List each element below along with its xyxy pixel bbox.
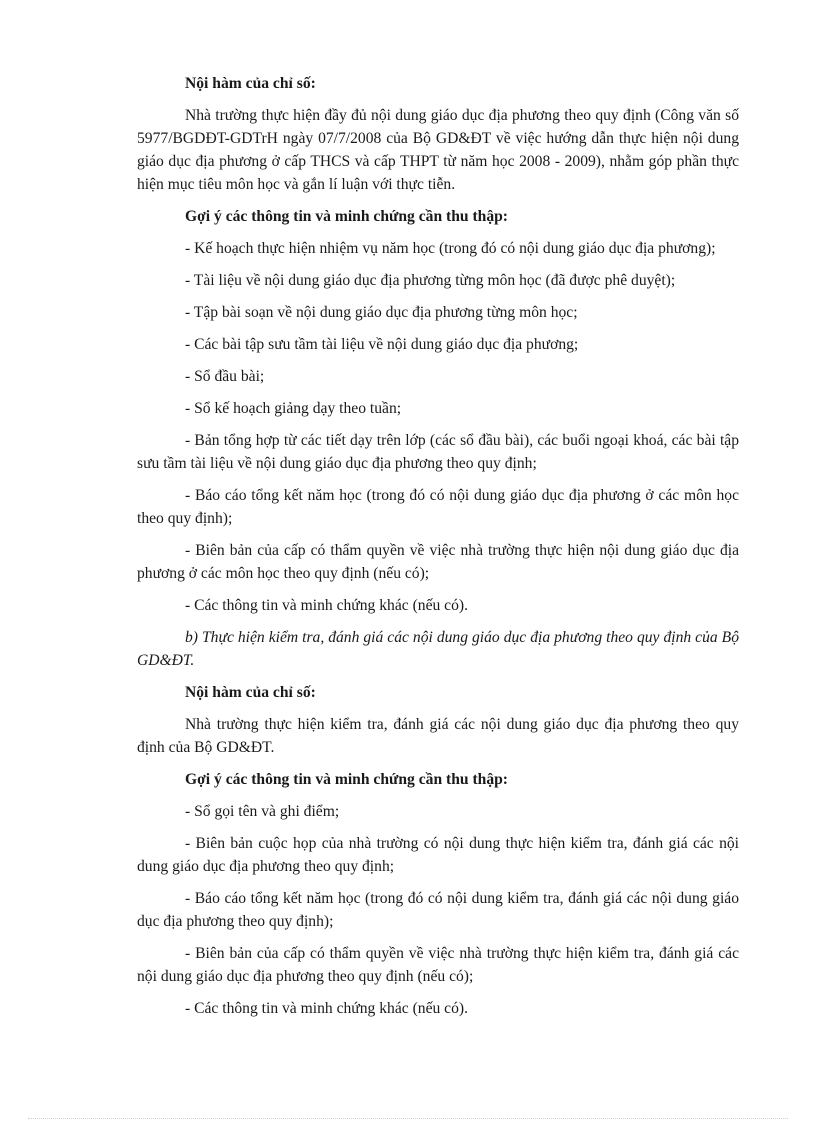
list-item: - Báo cáo tổng kết năm học (trong đó có nội dung kiểm tra, đánh giá các nội dung giáo dục địa phương theo quy định);	[137, 890, 739, 930]
page-footer-divider	[28, 1118, 788, 1119]
list-item: - Biên bản của cấp có thẩm quyền về việc nhà trường thực hiện nội dung giáo dục địa phương ở các môn học theo quy định (nếu có);	[137, 542, 739, 582]
list-item: - Sổ gọi tên và ghi điểm;	[185, 803, 340, 820]
list-item: - Các bài tập sưu tầm tài liệu về nội dung giáo dục địa phương;	[185, 336, 579, 353]
section2-title: b) Thực hiện kiểm tra, đánh giá các nội dung giáo dục địa phương theo quy định của Bộ GD&ĐT.	[137, 629, 739, 669]
list-item: - Sổ đầu bài;	[185, 368, 265, 385]
list-item: - Sổ kế hoạch giảng dạy theo tuần;	[185, 400, 402, 417]
list-item: - Bản tổng hợp từ các tiết dạy trên lớp (các sổ đầu bài), các buổi ngoại khoá, các bài tập sưu tầm tài liệu về nội dung giáo dục địa phương theo quy định;	[137, 432, 739, 472]
section2-body: Nhà trường thực hiện kiểm tra, đánh giá các nội dung giáo dục địa phương theo quy định của Bộ GD&ĐT.	[137, 716, 739, 756]
list-item: - Báo cáo tổng kết năm học (trong đó có nội dung giáo dục địa phương ở các môn học theo quy định);	[137, 487, 739, 527]
list-item: - Biên bản của cấp có thẩm quyền về việc nhà trường thực hiện kiểm tra, đánh giá các nội dung giáo dục địa phương theo quy định (nếu có);	[137, 945, 739, 985]
list-item: - Các thông tin và minh chứng khác (nếu có).	[185, 597, 468, 614]
list-item: - Kế hoạch thực hiện nhiệm vụ năm học (trong đó có nội dung giáo dục địa phương);	[185, 240, 716, 257]
list-item: - Tài liệu về nội dung giáo dục địa phương từng môn học (đã được phê duyệt);	[185, 272, 676, 289]
document-page	[137, 72, 739, 1029]
section2-evidence-heading: Gợi ý các thông tin và minh chứng cần thu thập:	[185, 771, 508, 788]
list-item: - Tập bài soạn về nội dung giáo dục địa phương từng môn học;	[185, 304, 578, 321]
section1-evidence-heading: Gợi ý các thông tin và minh chứng cần thu thập:	[185, 208, 508, 225]
list-item: - Các thông tin và minh chứng khác (nếu có).	[185, 1000, 468, 1017]
section1-heading: Nội hàm của chỉ số:	[185, 75, 316, 92]
section1-body: Nhà trường thực hiện đầy đủ nội dung giáo dục địa phương theo quy định (Công văn số 5977/BGDĐT-GDTrH ngày 07/7/2008 của Bộ GD&ĐT về việc hướng dẫn thực hiện nội dung giáo dục địa phương ở cấp THCS và cấp THPT từ năm học 2008 - 2009), nhằm góp phần thực hiện mục tiêu môn học và gắn lí luận với thực tiễn.	[137, 107, 739, 193]
section2-heading: Nội hàm của chỉ số:	[185, 684, 316, 701]
list-item: - Biên bản cuộc họp của nhà trường có nội dung thực hiện kiểm tra, đánh giá các nội dung giáo dục địa phương theo quy định;	[137, 835, 739, 875]
